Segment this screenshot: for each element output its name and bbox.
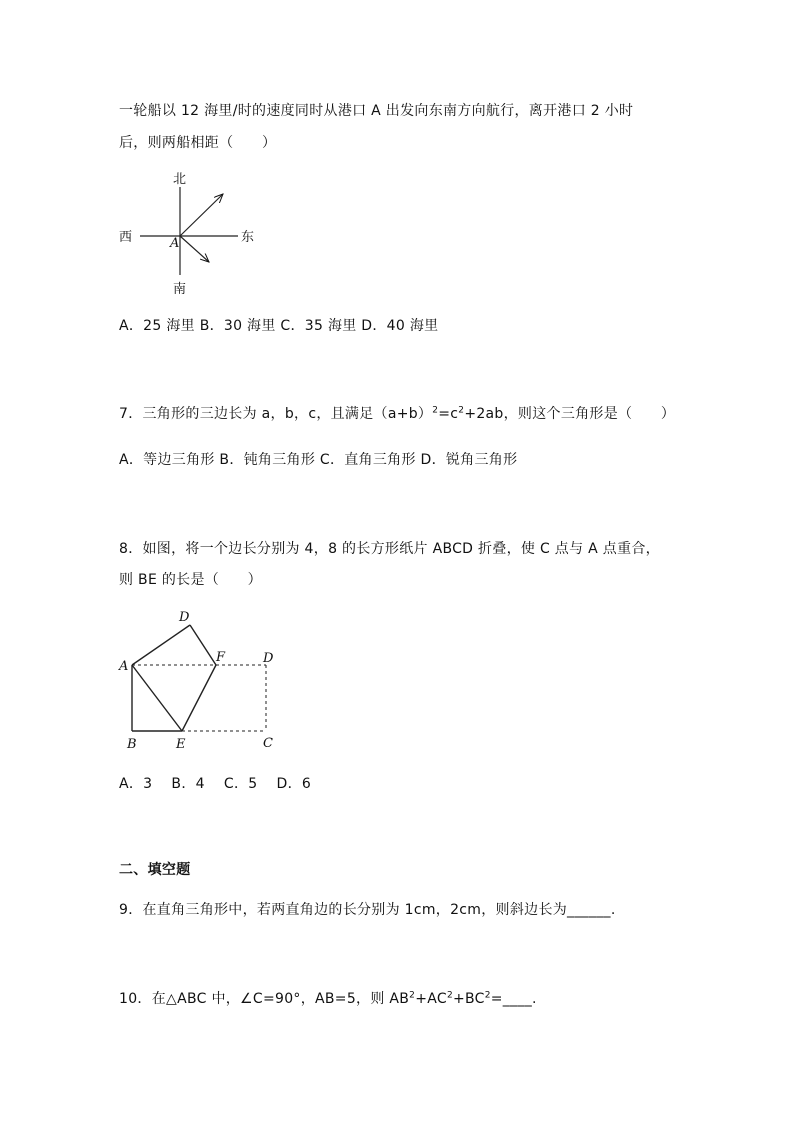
label-d-top: D bbox=[179, 610, 190, 625]
q6-stem-line1: 一轮船以 12 海里/时的速度同时从港口 A 出发向东南方向航行，离开港口 2 小时 bbox=[119, 103, 634, 119]
q10-mid-2: +BC bbox=[452, 991, 485, 1007]
label-west: 西 bbox=[119, 230, 133, 245]
label-north: 北 bbox=[173, 172, 187, 187]
q10-stem bbox=[119, 989, 537, 1009]
label-east: 东 bbox=[241, 230, 255, 245]
q6-stem-line2: 后，则两船相距（ ） bbox=[119, 135, 277, 151]
q10-sup-1: 2 bbox=[409, 990, 416, 1001]
q10-mid-1: +AC bbox=[415, 991, 447, 1007]
northeast-arrow bbox=[180, 194, 223, 236]
fold-figure bbox=[115, 605, 285, 755]
label-f: F bbox=[216, 650, 226, 665]
label-a: A bbox=[119, 659, 129, 674]
label-e: E bbox=[176, 737, 186, 752]
q10-pre: 10．在△ABC 中，∠C=90°，AB=5，则 AB bbox=[119, 991, 410, 1007]
q7-options: A．等边三角形 B．钝角三角形 C．直角三角形 D．锐角三角形 bbox=[119, 452, 518, 468]
q8-stem-line2: 则 BE 的长是（ ） bbox=[119, 572, 262, 588]
label-c: C bbox=[263, 736, 273, 751]
q9-stem: 9．在直角三角形中，若两直角边的长分别为 1cm，2cm，则斜边长为______. bbox=[119, 902, 616, 918]
q10-post: =____. bbox=[490, 991, 537, 1007]
q8-stem-line1: 8．如图，将一个边长分别为 4，8 的长方形纸片 ABCD 折叠，使 C 点与 A 点重合， bbox=[119, 541, 660, 557]
edge-df bbox=[190, 625, 216, 665]
label-origin-a: A bbox=[170, 236, 180, 251]
q7-sup-2: 2 bbox=[458, 405, 465, 416]
compass-figure bbox=[110, 165, 270, 300]
q10-sup-2: 2 bbox=[446, 990, 453, 1001]
label-south: 南 bbox=[173, 282, 187, 297]
section-heading: 二、填空题 bbox=[119, 862, 191, 878]
label-b: B bbox=[127, 737, 137, 752]
q7-stem bbox=[119, 404, 675, 424]
q8-options: A．3 B．4 C．5 D．6 bbox=[119, 776, 312, 792]
label-d-right: D bbox=[263, 651, 274, 666]
q10-sup-3: 2 bbox=[484, 990, 491, 1001]
q7-stem-a: 7．三角形的三边长为 a，b，c，且满足（a+b） bbox=[119, 406, 433, 422]
edge-ef bbox=[182, 665, 216, 731]
q7-stem-b: =c bbox=[438, 406, 459, 422]
q6-options: A．25 海里 B．30 海里 C．35 海里 D．40 海里 bbox=[119, 318, 439, 334]
q7-stem-c: +2ab，则这个三角形是（ ） bbox=[464, 406, 676, 422]
edge-ad bbox=[132, 625, 190, 665]
southeast-arrow bbox=[180, 236, 209, 262]
q7-sup-1: 2 bbox=[432, 405, 439, 416]
fold-ae bbox=[132, 665, 182, 731]
